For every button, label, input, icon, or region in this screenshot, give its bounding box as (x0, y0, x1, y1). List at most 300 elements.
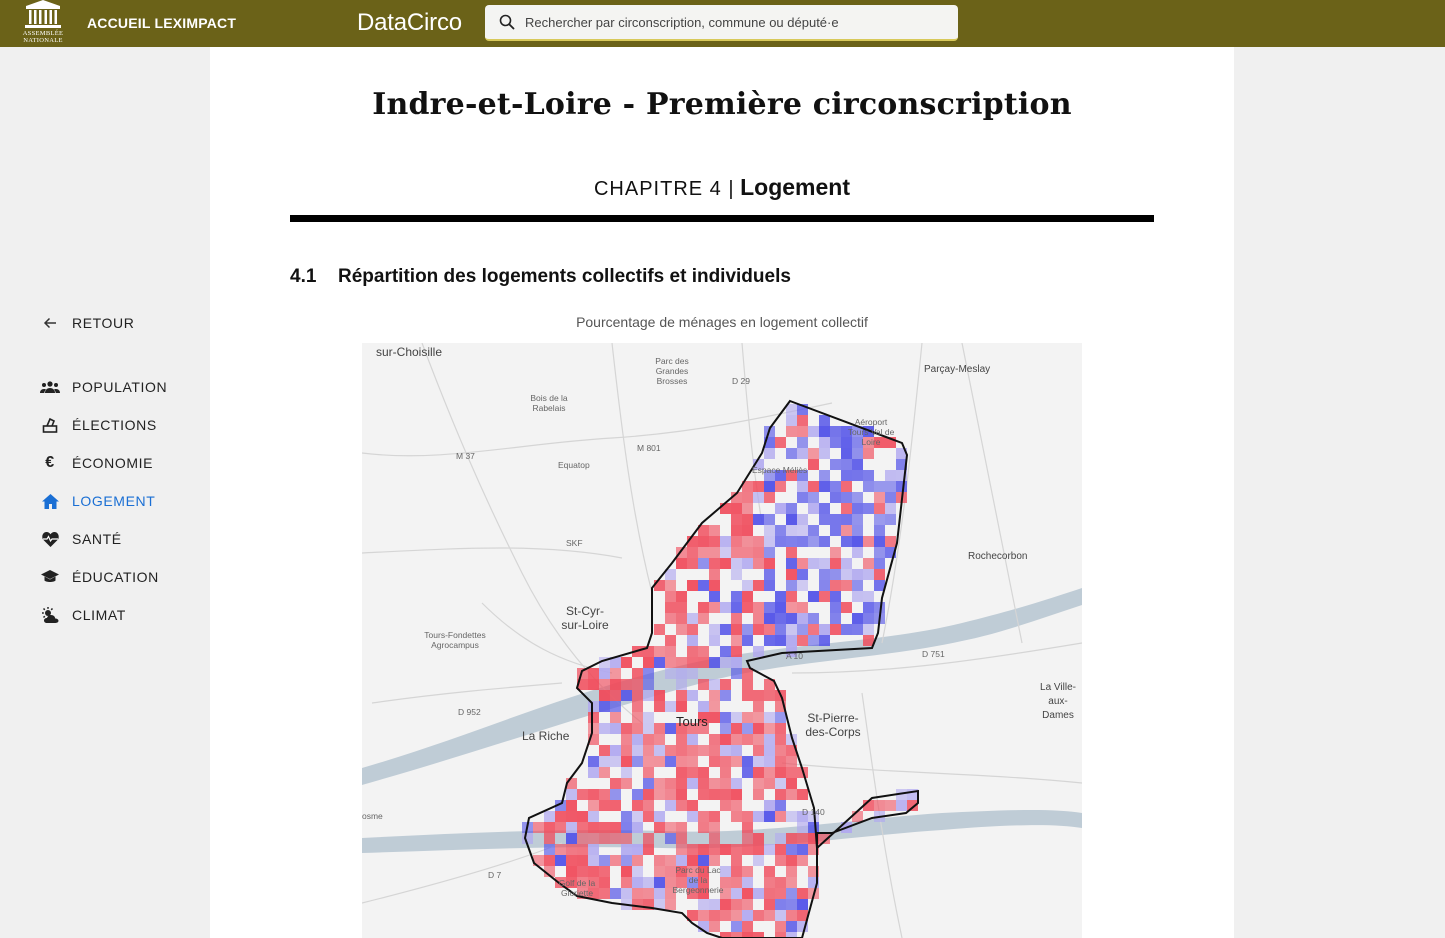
chapter-divider (290, 215, 1154, 222)
density-cell (687, 778, 698, 789)
density-cell (621, 888, 632, 899)
density-cell (588, 767, 599, 778)
density-cell (654, 701, 665, 712)
density-cell (742, 525, 753, 536)
sidebar-item-elections[interactable] (40, 417, 157, 433)
density-cell (830, 547, 841, 558)
density-cell (654, 734, 665, 745)
density-cell (676, 591, 687, 602)
density-cell (764, 514, 775, 525)
density-cell (742, 492, 753, 503)
density-cell (742, 591, 753, 602)
density-cell (797, 448, 808, 459)
sidebar-label-economie: ÉCONOMIE (72, 455, 154, 471)
density-cell (665, 635, 676, 646)
density-cell (665, 800, 676, 811)
density-cell (687, 767, 698, 778)
density-cell (632, 756, 643, 767)
ballot-icon (40, 417, 60, 433)
density-cell (566, 789, 577, 800)
people-icon (40, 379, 60, 395)
density-cell (753, 723, 764, 734)
density-cell (654, 888, 665, 899)
density-cell (819, 503, 830, 514)
label-bois-rabelais: Bois de la Rabelais (530, 393, 568, 413)
density-cell (775, 536, 786, 547)
density-cell (555, 811, 566, 822)
density-cell (687, 844, 698, 855)
density-cell (709, 657, 720, 668)
density-cell (819, 514, 830, 525)
assemblee-building-icon (23, 0, 63, 30)
density-cell (797, 888, 808, 899)
density-cell (643, 789, 654, 800)
density-cell (786, 789, 797, 800)
density-cell (731, 712, 742, 723)
density-cell (841, 602, 852, 613)
density-cell (709, 811, 720, 822)
density-cell (698, 679, 709, 690)
label-d7: D 7 (488, 870, 502, 880)
density-cell (588, 811, 599, 822)
density-cell (610, 690, 621, 701)
density-cell (643, 778, 654, 789)
density-cell (753, 646, 764, 657)
density-cell (797, 415, 808, 426)
density-cell (764, 745, 775, 756)
density-cell (709, 833, 720, 844)
density-cell (577, 822, 588, 833)
density-cell (709, 602, 720, 613)
section-title-text: Répartition des logements collectifs et individuels (338, 266, 791, 287)
density-cell (720, 712, 731, 723)
density-cell (643, 833, 654, 844)
density-cell (819, 481, 830, 492)
density-cell (621, 657, 632, 668)
density-cell (753, 745, 764, 756)
density-cell (797, 426, 808, 437)
density-cell (599, 822, 610, 833)
density-cell (610, 723, 621, 734)
density-cell (874, 547, 885, 558)
density-cell (742, 690, 753, 701)
density-cell (863, 591, 874, 602)
density-cell (665, 789, 676, 800)
density-cell (786, 921, 797, 932)
chapter-name: Logement (740, 174, 850, 200)
sidebar-item-logement[interactable] (40, 493, 155, 509)
density-cell (775, 844, 786, 855)
density-cell (643, 844, 654, 855)
label-tours-fondettes: Tours-Fondettes Agrocampus (424, 630, 486, 650)
density-cell (720, 679, 731, 690)
density-cell (588, 723, 599, 734)
density-cell (544, 833, 555, 844)
sidebar-item-climat[interactable] (40, 607, 126, 623)
density-cell (764, 602, 775, 613)
density-cell (599, 866, 610, 877)
graduation-cap-icon (40, 569, 60, 585)
density-cell (775, 591, 786, 602)
density-cell (544, 822, 555, 833)
density-cell (797, 536, 808, 547)
density-cell (555, 822, 566, 833)
density-cell (687, 657, 698, 668)
density-cell (797, 833, 808, 844)
density-cell (786, 844, 797, 855)
density-cell (643, 811, 654, 822)
density-cell (687, 646, 698, 657)
search-box[interactable] (485, 5, 958, 41)
density-cell (830, 580, 841, 591)
density-cell (698, 811, 709, 822)
density-cell (841, 624, 852, 635)
density-cell (753, 888, 764, 899)
density-cell (665, 778, 676, 789)
section-number: 4.1 (290, 266, 317, 287)
density-cell (874, 800, 885, 811)
density-cell (654, 624, 665, 635)
density-cell (731, 558, 742, 569)
right-gutter (1234, 47, 1445, 938)
density-cell (786, 756, 797, 767)
density-cell (775, 745, 786, 756)
density-cell (775, 635, 786, 646)
density-cell (665, 580, 676, 591)
density-cell (819, 580, 830, 591)
density-cell (720, 734, 731, 745)
density-cell (698, 767, 709, 778)
density-cell (632, 844, 643, 855)
density-cell (577, 855, 588, 866)
density-cell (676, 844, 687, 855)
density-cell (665, 646, 676, 657)
density-cell (698, 580, 709, 591)
density-cell (654, 745, 665, 756)
density-cell (720, 767, 731, 778)
density-cell (786, 591, 797, 602)
density-cell (643, 734, 654, 745)
density-cell (544, 844, 555, 855)
density-cell (742, 910, 753, 921)
density-cell (885, 492, 896, 503)
density-cell (665, 657, 676, 668)
density-cell (709, 536, 720, 547)
density-cell (698, 657, 709, 668)
density-cell (698, 646, 709, 657)
density-cell (896, 481, 907, 492)
density-cell (720, 800, 731, 811)
density-cell (709, 569, 720, 580)
density-cell (786, 767, 797, 778)
density-cell (676, 800, 687, 811)
density-cell (852, 536, 863, 547)
density-cell (786, 899, 797, 910)
density-cell (764, 690, 775, 701)
density-cell (610, 679, 621, 690)
assemblee-nationale-logo[interactable] (17, 0, 69, 44)
density-cell (698, 701, 709, 712)
density-cell (709, 712, 720, 723)
density-cell (819, 569, 830, 580)
density-cell (577, 833, 588, 844)
density-cell (665, 613, 676, 624)
density-cell (764, 492, 775, 503)
density-cell (676, 734, 687, 745)
sidebar-item-economie[interactable] (40, 455, 153, 471)
density-cell (610, 701, 621, 712)
density-cell (742, 602, 753, 613)
density-cell (709, 580, 720, 591)
density-cell (863, 624, 874, 635)
density-cell (654, 789, 665, 800)
logo-text-1: ASSEMBLÉE (22, 30, 64, 37)
sidebar-item-education[interactable] (40, 569, 159, 585)
collective-housing-map[interactable] (362, 343, 1082, 938)
density-cell (852, 525, 863, 536)
density-cell (621, 877, 632, 888)
density-cell (621, 844, 632, 855)
density-cell (753, 514, 764, 525)
density-cell (830, 492, 841, 503)
density-cell (830, 481, 841, 492)
sidebar-label-logement: LOGEMENT (72, 493, 156, 509)
density-cell (676, 679, 687, 690)
density-cell (632, 855, 643, 866)
density-cell (764, 635, 775, 646)
density-cell (687, 558, 698, 569)
logo-text-2: NATIONALE (23, 37, 63, 44)
density-cell (698, 789, 709, 800)
density-cell (775, 899, 786, 910)
density-cell (731, 778, 742, 789)
density-cell (709, 822, 720, 833)
density-cell (588, 833, 599, 844)
density-cell (709, 745, 720, 756)
density-cell (786, 613, 797, 624)
density-cell (632, 745, 643, 756)
density-cell (610, 778, 621, 789)
density-cell (632, 679, 643, 690)
density-cell (797, 437, 808, 448)
density-cell (764, 910, 775, 921)
density-cell (797, 569, 808, 580)
density-cell (797, 602, 808, 613)
density-cell (665, 899, 676, 910)
density-cell (819, 536, 830, 547)
density-cell (621, 855, 632, 866)
density-cell (698, 602, 709, 613)
density-cell (775, 910, 786, 921)
density-cell (720, 723, 731, 734)
density-cell (709, 844, 720, 855)
density-cell (775, 921, 786, 932)
density-cell (786, 547, 797, 558)
density-cell (731, 855, 742, 866)
brand-title[interactable]: DataCirco (357, 9, 462, 36)
density-cell (775, 888, 786, 899)
density-cell (775, 811, 786, 822)
density-cell (775, 712, 786, 723)
density-cell (621, 745, 632, 756)
density-cell (753, 910, 764, 921)
map-caption: Pourcentage de ménages en logement collectif (576, 314, 868, 330)
density-cell (577, 844, 588, 855)
density-cell (731, 635, 742, 646)
density-cell (863, 569, 874, 580)
sidebar-item-sante[interactable] (40, 531, 122, 547)
density-cell (533, 822, 544, 833)
density-cell (808, 591, 819, 602)
density-cell (786, 635, 797, 646)
density-cell (852, 811, 863, 822)
density-cell (764, 558, 775, 569)
density-cell (632, 712, 643, 723)
sidebar-item-population[interactable] (40, 379, 167, 395)
density-cell (786, 448, 797, 459)
density-cell (720, 844, 731, 855)
density-cell (687, 734, 698, 745)
density-cell (753, 624, 764, 635)
density-cell (676, 778, 687, 789)
density-cell (643, 877, 654, 888)
label-d29: D 29 (732, 376, 750, 386)
home-link[interactable]: ACCUEIL LEXIMPACT (87, 15, 237, 31)
density-cell (720, 646, 731, 657)
density-cell (643, 668, 654, 679)
density-cell (720, 789, 731, 800)
section-title (290, 266, 791, 288)
density-cell (764, 569, 775, 580)
density-cell (555, 844, 566, 855)
density-cell (808, 503, 819, 514)
density-cell (610, 789, 621, 800)
label-skf: SKF (566, 538, 583, 548)
density-cell (742, 624, 753, 635)
density-cell (731, 613, 742, 624)
density-cell (753, 580, 764, 591)
density-cell (665, 833, 676, 844)
density-cell (720, 745, 731, 756)
density-cell (841, 492, 852, 503)
density-cell (852, 503, 863, 514)
density-cell (544, 855, 555, 866)
density-cell (863, 481, 874, 492)
density-cell (720, 602, 731, 613)
density-cell (643, 712, 654, 723)
sidebar-label-population: POPULATION (72, 379, 168, 395)
density-cell (599, 701, 610, 712)
page-title: Indre-et-Loire - Première circonscription (372, 87, 1072, 122)
density-cell (599, 855, 610, 866)
chapter-number: CHAPITRE 4 | (593, 178, 735, 200)
density-cell (709, 756, 720, 767)
density-cell (742, 866, 753, 877)
main-content (210, 47, 1234, 938)
density-cell (753, 844, 764, 855)
density-cell (599, 833, 610, 844)
density-cell (764, 723, 775, 734)
density-cell (819, 558, 830, 569)
density-cell (753, 767, 764, 778)
density-cell (775, 437, 786, 448)
density-cell (841, 536, 852, 547)
density-cell (808, 558, 819, 569)
density-cell (874, 481, 885, 492)
density-cell (643, 679, 654, 690)
density-cell (753, 481, 764, 492)
density-cell (753, 536, 764, 547)
density-cell (665, 701, 676, 712)
density-cell (610, 800, 621, 811)
density-cell (863, 503, 874, 514)
density-cell (819, 470, 830, 481)
density-cell (753, 734, 764, 745)
density-cell (566, 800, 577, 811)
density-cell (720, 558, 731, 569)
density-cell (841, 569, 852, 580)
density-cell (731, 723, 742, 734)
density-cell (742, 712, 753, 723)
density-cell (632, 668, 643, 679)
density-cell (632, 899, 643, 910)
density-cell (885, 481, 896, 492)
density-cell (687, 800, 698, 811)
label-equatop: Equatop (558, 460, 590, 470)
density-cell (698, 547, 709, 558)
density-cell (786, 778, 797, 789)
density-cell (654, 756, 665, 767)
density-cell (830, 525, 841, 536)
density-cell (753, 756, 764, 767)
density-cell (742, 679, 753, 690)
density-cell (764, 580, 775, 591)
sidebar (0, 47, 210, 938)
density-cell (764, 481, 775, 492)
density-cell (775, 613, 786, 624)
density-cell (852, 580, 863, 591)
density-cell (797, 580, 808, 591)
density-cell (610, 712, 621, 723)
density-cell (764, 756, 775, 767)
density-cell (588, 800, 599, 811)
density-cell (874, 569, 885, 580)
density-cell (676, 822, 687, 833)
density-cell (687, 668, 698, 679)
density-cell (731, 591, 742, 602)
density-cell (775, 833, 786, 844)
density-cell (775, 767, 786, 778)
density-cell (753, 613, 764, 624)
density-cell (676, 602, 687, 613)
density-cell (753, 811, 764, 822)
density-cell (753, 558, 764, 569)
back-button[interactable] (40, 315, 134, 331)
density-cell (588, 712, 599, 723)
density-cell (830, 558, 841, 569)
density-cell (808, 624, 819, 635)
density-cell (830, 613, 841, 624)
density-cell (753, 712, 764, 723)
density-cell (797, 899, 808, 910)
density-cell (654, 723, 665, 734)
density-cell (775, 723, 786, 734)
density-cell (610, 888, 621, 899)
label-la-ville-aux-dames: La Ville-aux-Dames (1040, 682, 1076, 721)
search-input[interactable] (525, 5, 945, 39)
density-cell (786, 877, 797, 888)
density-cell (764, 800, 775, 811)
